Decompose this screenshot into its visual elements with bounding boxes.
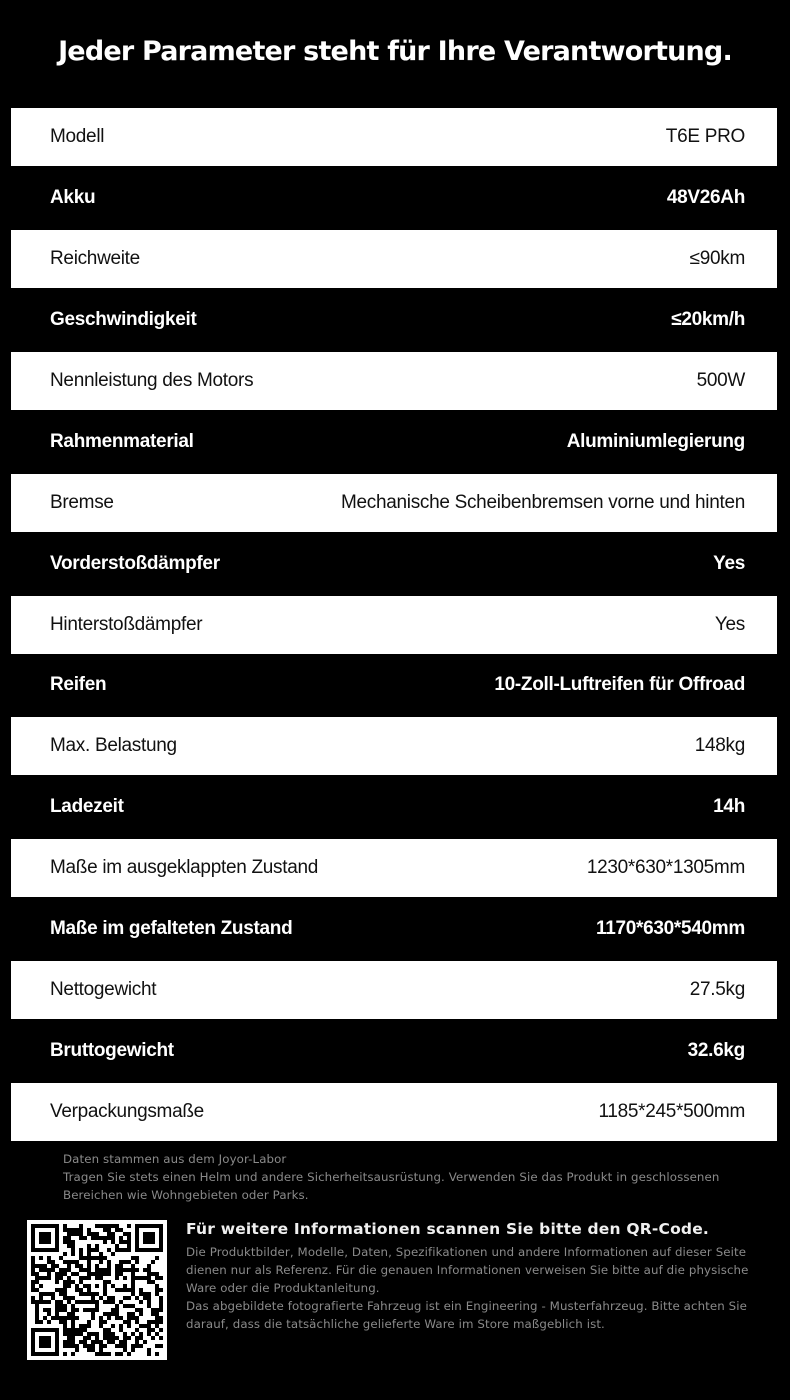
spec-label: Maße im ausgeklappten Zustand: [50, 857, 319, 879]
spec-label: Max. Belastung: [50, 735, 177, 757]
spec-value: 1170*630*540mm: [596, 917, 745, 939]
spec-value: 1230*630*1305mm: [586, 857, 745, 879]
spec-row-masse-ausgeklappt: [11, 839, 777, 897]
spec-label: Rahmenmaterial: [50, 430, 194, 452]
spec-row-reifen: [11, 655, 777, 716]
spec-row-geschwindigkeit: [11, 290, 777, 351]
disclaimer-source: Daten stammen aus dem Joyor-Labor: [63, 1152, 287, 1166]
spec-label: Vorderstoßdämpfer: [50, 552, 220, 574]
spec-value: ≤20km/h: [671, 309, 745, 331]
spec-value: T6E PRO: [665, 126, 745, 148]
spec-row-masse-gefaltet: [11, 898, 777, 959]
info-heading: Für weitere Informationen scannen Sie bitte den QR-Code.: [186, 1220, 710, 1238]
spec-row-rahmenmaterial: [11, 411, 777, 472]
spec-row-reichweite: [11, 230, 777, 288]
spec-label: Geschwindigkeit: [50, 309, 197, 331]
spec-value: Yes: [713, 552, 745, 574]
spec-row-verpackungsmasse: [11, 1083, 777, 1141]
spec-row-max-belastung: [11, 717, 777, 775]
spec-row-modell: [11, 108, 777, 166]
info-text-reference: Die Produktbilder, Modelle, Daten, Spezifikationen und andere Informationen auf dieser Seite dienen nur als Referenz. Für die genauen Informationen verweisen Sie bitte auf die physische Ware oder die Produktanleitung.: [186, 1245, 749, 1295]
disclaimer: [63, 1150, 773, 1204]
spec-label: Hinterstoßdämpfer: [50, 613, 203, 635]
spec-label: Reichweite: [50, 248, 140, 270]
spec-label: Bruttogewicht: [50, 1039, 174, 1061]
spec-row-bremse: [11, 474, 777, 532]
spec-label: Modell: [50, 126, 105, 148]
spec-table: [11, 107, 777, 1142]
spec-label: Akku: [50, 187, 96, 209]
spec-row-ladezeit: [11, 777, 777, 838]
spec-value: Mechanische Scheibenbremsen vorne und hinten: [340, 491, 745, 513]
spec-value: 10-Zoll-Luftreifen für Offroad: [494, 674, 745, 696]
spec-value: 32.6kg: [687, 1039, 745, 1061]
spec-value: 1185*245*500mm: [598, 1100, 745, 1122]
page-title: Jeder Parameter steht für Ihre Verantwortung.: [58, 36, 732, 67]
spec-value: 500W: [696, 369, 745, 391]
spec-label: Verpackungsmaße: [50, 1100, 204, 1122]
spec-value: 27.5kg: [689, 978, 745, 1000]
spec-value: Yes: [714, 613, 745, 635]
spec-value: Aluminiumlegierung: [566, 430, 745, 452]
info-text-sample-vehicle: Das abgebildete fotografierte Fahrzeug ist ein Engineering - Musterfahrzeug. Bitte achten Sie darauf, dass die tatsächliche gelieferte Ware im Store maßgeblich ist.: [186, 1299, 747, 1331]
spec-row-bruttogewicht: [11, 1020, 777, 1081]
spec-row-akku: [11, 168, 777, 229]
spec-value: 148kg: [694, 735, 745, 757]
spec-value: 14h: [713, 796, 745, 818]
spec-row-nettogewicht: [11, 961, 777, 1019]
spec-label: Reifen: [50, 674, 107, 696]
info-section: [186, 1220, 776, 1333]
spec-value: ≤90km: [689, 248, 745, 270]
spec-row-vorderstossdaempfer: [11, 533, 777, 594]
spec-label: Bremse: [50, 491, 114, 513]
spec-row-nennleistung: [11, 352, 777, 410]
spec-value: 48V26Ah: [666, 187, 745, 209]
spec-label: Maße im gefalteten Zustand: [50, 917, 293, 939]
spec-label: Nennleistung des Motors: [50, 369, 254, 391]
spec-row-hinterstossdaempfer: [11, 596, 777, 654]
disclaimer-safety: Tragen Sie stets einen Helm und andere Sicherheitsausrüstung. Verwenden Sie das Produkt in geschlossenen Bereichen wie Wohngebieten oder Parks.: [63, 1170, 720, 1202]
spec-label: Nettogewicht: [50, 978, 157, 1000]
qr-code-icon: [27, 1220, 167, 1360]
spec-label: Ladezeit: [50, 796, 124, 818]
